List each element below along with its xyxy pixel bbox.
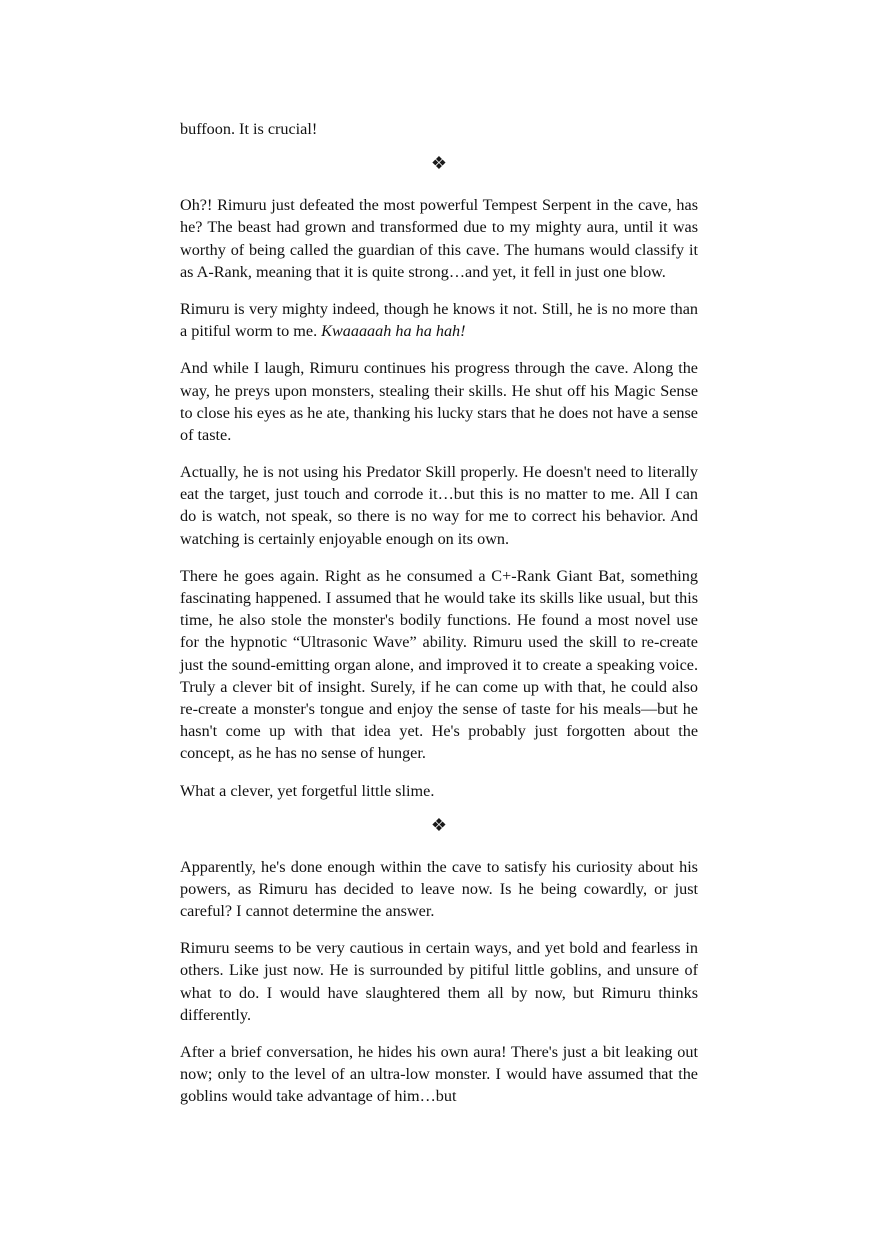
paragraph: Apparently, he's done enough within the cave to satisfy his curiosity about his powers, as Rimuru has decided to leave now. Is he being cowardly, or just careful? I cannot determine the answer. (180, 857, 698, 921)
section-divider-1 (180, 154, 698, 176)
paragraph: Oh?! Rimuru just defeated the most powerful Tempest Serpent in the cave, has he? The beast had grown and transformed due to my mighty aura, until it was worthy of being called the guardian of this cave. The humans would classify it as A-Rank, meaning that it is quite strong…and yet, it fell in just one blow. (180, 196, 698, 281)
paragraph: Rimuru seems to be very cautious in certain ways, and yet bold and fearless in others. Like just now. He is surrounded by pitiful little goblins, and unsure of what to do. I would have slaughtered them all by now, but Rimuru thinks differently. (180, 939, 698, 1024)
italic-exclamation: Kwaaaaah ha ha hah! (321, 322, 466, 341)
floral-diamond-ornament-icon: ❖ (430, 814, 448, 835)
paragraph: After a brief conversation, he hides his own aura! There's just a bit leaking out now; only to the level of an ultra-low monster. I would have assumed that the goblins would take advantage of him…but (180, 1043, 698, 1106)
paragraph-closing-line: What a clever, yet forgetful little slime. (180, 781, 435, 800)
paragraph-text: Rimuru is very mighty indeed, though he knows it not. Still, he is no more than a pitiful worm to me. (180, 299, 698, 341)
paragraph-with-italic (180, 298, 698, 342)
paragraph: And while I laugh, Rimuru continues his progress through the cave. Along the way, he preys upon monsters, stealing their skills. He shut off his Magic Sense to close his eyes as he ate, thanking his lucky stars that he does not have a sense of taste. (180, 359, 698, 444)
floral-diamond-ornament-icon: ❖ (430, 153, 448, 174)
paragraph: There he goes again. Right as he consumed a C+-Rank Giant Bat, something fascinating happened. I assumed that he would take its skills like usual, but this time, he also stole the monster's bodily functions. He found a most novel use for the hypnotic “Ultrasonic Wave” ability. Rimuru used the skill to re-create just the sound-emitting organ alone, and improved it to create a speaking voice. Truly a clever bit of insight. Surely, if he can come up with that, he could also re-create a monster's tongue and enjoy the sense of taste for his meals—but he hasn't come up with that idea yet. He's probably just forgotten about the concept, as he has no sense of hunger. (180, 566, 698, 763)
body-text-column (180, 118, 698, 1108)
section-divider-2 (180, 816, 698, 838)
paragraph: Actually, he is not using his Predator Skill properly. He doesn't need to literally eat the target, just touch and corrode it…but this is no matter to me. All I can do is watch, not speak, so there is no way for me to correct his behavior. And watching is certainly enjoyable enough on its own. (180, 463, 698, 548)
paragraph-continuation: buffoon. It is crucial! (180, 120, 318, 138)
